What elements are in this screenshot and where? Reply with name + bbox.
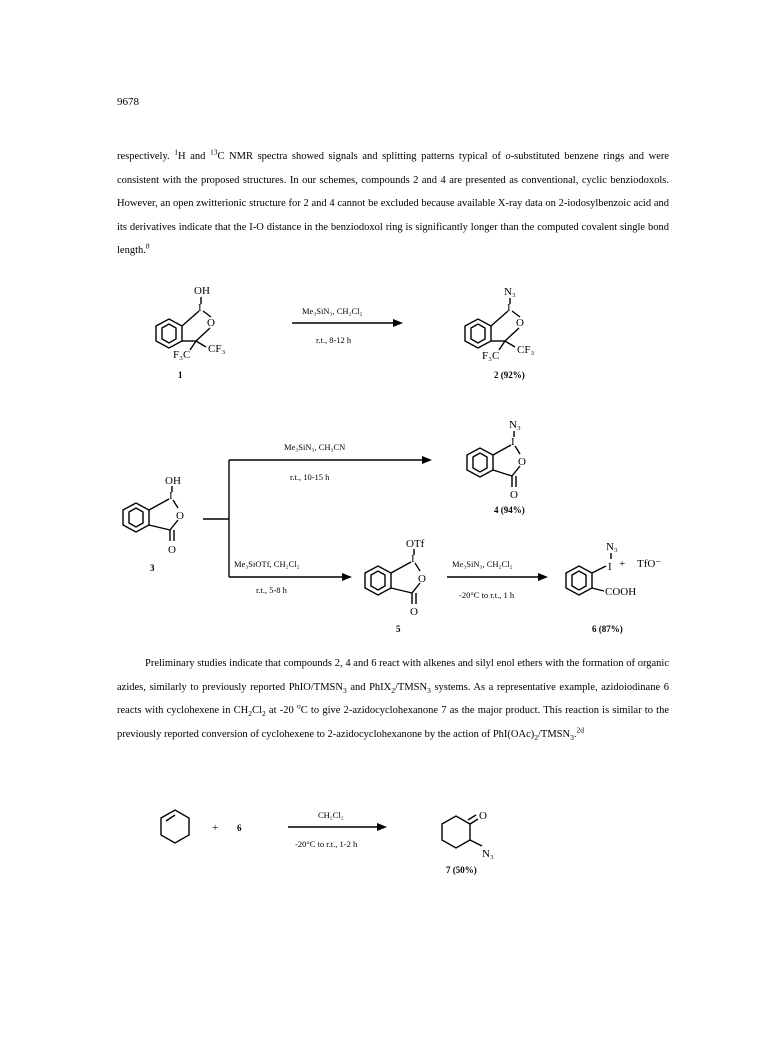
oxygen-label: O — [418, 573, 426, 585]
para2-sub-6: 2 — [534, 732, 538, 742]
bond-ring-iodine — [391, 562, 411, 573]
bond-iodine-oxygen — [173, 500, 178, 508]
aromatic-inner-ring — [129, 508, 143, 527]
bond-carbon-cf3-a — [190, 341, 196, 350]
cf3-label: CF₃ — [208, 343, 226, 355]
para1-text-d: -substituted benzene rings and were consistent with the proposed structures. In our schemes, compounds 2 and 4 are presented as conventional, cyclic benziodoxols. However, an open zwitterionic structure for 2 and 4 cannot be excluded because available X-ray data on 2-iodosylbenzoic acid and its derivatives indicate that the I-O distance in the benziodoxol ring is significantly longer than the computed covalent single bond length. — [117, 151, 670, 256]
arrow-head — [393, 319, 403, 327]
bond-iodine-oxygen — [515, 446, 520, 454]
compound-7-structure — [442, 810, 494, 875]
para2-text-f: at -20 — [265, 705, 297, 716]
iodine-label: I — [169, 490, 173, 502]
condition-label: r.t., 8-12 h — [316, 335, 352, 345]
aromatic-inner-ring — [471, 324, 485, 343]
oxygen-label: O — [176, 510, 184, 522]
carbonyl-oxygen-label: O — [168, 544, 176, 556]
iodine-label: I — [411, 553, 415, 565]
cf3-label: CF₃ — [517, 344, 535, 356]
top-arrow-head — [422, 456, 432, 464]
bottom-reagent-label: Me₃SiOTf, CH₂Cl₂ — [234, 559, 300, 569]
compound-number: 7 (50%) — [446, 865, 477, 875]
cyclohexanone-ring — [442, 816, 470, 848]
compound-number: 1 — [178, 370, 183, 380]
reaction-arrow-3 — [288, 810, 387, 849]
compound-number: 3 — [150, 563, 155, 573]
azide-label: N₃ — [504, 286, 516, 298]
para1-italic-o: o — [505, 151, 511, 162]
bond-ring-iodine — [149, 499, 169, 510]
bottom-arrow-head — [342, 573, 352, 581]
f3c-label: F₃C — [482, 350, 500, 362]
bond-oxygen-carbon — [505, 328, 519, 341]
triflate-label: OTf — [406, 538, 425, 550]
oxygen-label: O — [516, 317, 524, 329]
azide-label: N₃ — [482, 848, 494, 860]
para2-text-h: /TMSN — [537, 728, 571, 740]
compound-number: 4 (94%) — [494, 505, 525, 515]
carbonyl-bond-b — [468, 815, 476, 820]
para2-sub-2: 2 — [391, 685, 396, 695]
para2-text-i: . — [573, 728, 577, 740]
alkene-double-bond — [166, 815, 175, 821]
f3c-label: F₃C — [173, 349, 191, 361]
carbonyl-oxygen-label: O — [410, 606, 418, 618]
carbonyl-oxygen-label: O — [479, 810, 487, 822]
branch-arrows — [203, 442, 432, 595]
hydroxyl-label: OH — [165, 475, 181, 487]
cation-charge-label: + — [619, 558, 626, 570]
arrow-head — [538, 573, 548, 581]
iodine-label: I — [608, 561, 612, 573]
triflate-anion-label: TfO⁻ — [637, 558, 662, 570]
iodine-label: I — [507, 302, 511, 314]
para1-text-b: H and — [178, 151, 210, 162]
reaction-arrow-5-to-6 — [447, 559, 548, 600]
bond-ring-azide — [470, 840, 482, 846]
para2-sub-1: 3 — [342, 685, 347, 695]
para2-text-e: Cl — [252, 705, 262, 716]
aromatic-inner-ring — [162, 324, 176, 343]
para2-sub-3: 3 — [427, 685, 431, 695]
para2-degree: o — [296, 701, 301, 711]
bond-ring-cooh — [592, 588, 604, 591]
bond-iodine-oxygen — [415, 563, 420, 571]
para1-text-c: C NMR spectra showed signals and splitting patterns typical of — [217, 151, 506, 162]
bottom-condition-label: r.t., 5-8 h — [256, 585, 287, 595]
arrow-head — [377, 823, 387, 831]
compound-3-structure — [123, 475, 184, 573]
para1-text-a: respectively. — [117, 151, 175, 162]
compound-number: 6 (87%) — [592, 624, 623, 634]
scheme-1 — [156, 285, 534, 380]
compound-6-structure — [566, 541, 661, 634]
compound-2-structure — [465, 286, 534, 380]
compound-number: 5 — [396, 624, 401, 634]
condition-label: -20°C to r.t., 1-2 h — [295, 839, 358, 849]
para2-sub-4: 2 — [248, 709, 253, 719]
para2-text-b: and PhIX — [346, 681, 392, 693]
cyclohexene-ring — [161, 810, 189, 843]
bond-ring-iodine — [182, 311, 199, 326]
para1-sup-c: 13 — [209, 147, 218, 157]
bond-oxygen-carbon — [196, 328, 210, 341]
top-reagent-label: Me₃SiN₃, CH₃CN — [284, 442, 346, 452]
scheme-3 — [161, 810, 494, 875]
para2-text-d: systems. As a representative example, azidoiodinane 6 reacts with cyclohexene in CH — [117, 681, 669, 716]
iodine-label: I — [511, 436, 515, 448]
aromatic-inner-ring — [473, 453, 487, 472]
plus-sign: + — [212, 822, 219, 834]
azide-label: N₃ — [606, 541, 618, 553]
compound-4-structure — [467, 419, 526, 515]
bond-ring-carbon — [391, 588, 412, 593]
oxygen-label: O — [207, 317, 215, 329]
reagent-label: Me₃SiN₃, CH₂Cl₂ — [452, 559, 513, 569]
azide-label: N₃ — [509, 419, 521, 431]
para2-text-c: /TMSN — [395, 681, 428, 693]
aromatic-inner-ring — [572, 571, 586, 590]
page-number: 9678 — [117, 96, 139, 108]
para1-reference: 8 — [145, 241, 150, 251]
compound-5-structure — [365, 538, 426, 634]
scheme-2 — [123, 419, 661, 634]
bond-carbon-cf3-b — [505, 341, 515, 347]
reaction-arrow-1 — [292, 306, 403, 345]
bond-ring-iodine — [491, 311, 508, 326]
para2-text-g: C to give 2-azidocyclohexanone 7 as the major product. This reaction is similar to the previously reported conversion of cyclohexene to 2-azidocyclohexanone by the action of PhI(OAc) — [117, 705, 670, 740]
reagent-label: Me₃SiN₃, CH₂Cl₂ — [302, 306, 363, 316]
condition-label: -20°C to r.t., 1 h — [459, 590, 515, 600]
carbonyl-bond-a — [470, 819, 478, 824]
para2-reference: 2d — [576, 725, 584, 734]
para2-text-a: Preliminary studies indicate that compounds 2, 4 and 6 react with alkenes and silyl enol ethers with the formation of organic azides, similarly to previously reported PhIO/TMSN — [117, 658, 669, 693]
bond-carbon-cf3-b — [196, 341, 206, 347]
carbonyl-oxygen-label: O — [510, 489, 518, 501]
bond-ring-carbon — [149, 525, 170, 530]
para2-sub-5: 2 — [261, 709, 266, 719]
reagent-compound-number: 6 — [237, 823, 242, 833]
cyclohexene-structure — [161, 810, 189, 843]
oxygen-label: O — [518, 456, 526, 468]
bond-ring-iodine — [592, 566, 606, 573]
carboxylic-acid-label: COOH — [605, 586, 637, 598]
para1-sup-h: 1 — [174, 147, 179, 157]
top-condition-label: r.t., 10-15 h — [290, 472, 330, 482]
aromatic-inner-ring — [371, 571, 385, 590]
bond-ring-iodine — [493, 445, 511, 455]
compound-1-structure — [156, 285, 225, 380]
bond-ring-carbon — [493, 470, 512, 476]
compound-number: 2 (92%) — [494, 370, 525, 380]
reagent-label: CH₂Cl₂ — [318, 810, 344, 820]
iodine-label: I — [198, 302, 202, 314]
bond-carbon-cf3-a — [499, 341, 505, 350]
hydroxyl-label: OH — [194, 285, 210, 297]
para2-sub-7: 3 — [570, 732, 574, 742]
